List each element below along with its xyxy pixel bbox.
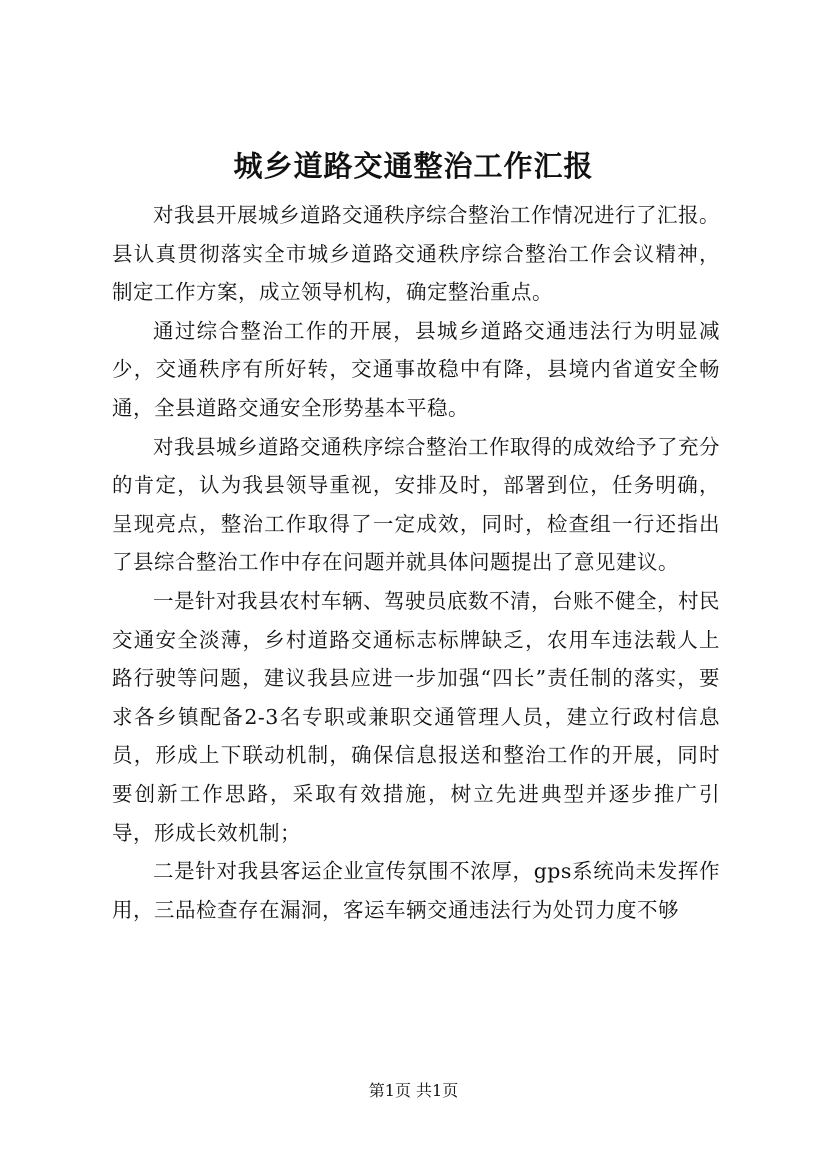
document-title: 城乡道路交通整治工作汇报 [233, 149, 594, 183]
page-footer: 第1页 共1页 [368, 1081, 459, 1100]
paragraph-4: 一是针对我县农村车辆、驾驶员底数不清，台账不健全，村民交通安全淡薄，乡村道路交通标志标牌缺乏，农用车违法载人上路行驶等问题，建议我县应进一步加强“四长”责任制的落实，要求各乡镇配备2-3名专职或兼职交通管理人员，建立行政村信息员，形成上下联动机制，确保信息报送和整治工作的开展，同时要创新工作思路，采取有效措施，树立先进典型并逐步推广引导，形成长效机制； [112, 588, 720, 845]
paragraph-1: 对我县开展城乡道路交通秩序综合整治工作情况进行了汇报。县认真贯彻落实全市城乡道路交通秩序综合整治工作会议精神，制定工作方案，成立领导机构，确定整治重点。 [112, 203, 720, 305]
paragraph-2: 通过综合整治工作的开展，县城乡道路交通违法行为明显减少，交通秩序有所好转，交通事故稳中有降，县境内省道安全畅通，全县道路交通安全形势基本平稳。 [112, 318, 720, 420]
paragraph-3: 对我县城乡道路交通秩序综合整治工作取得的成效给予了充分的肯定，认为我县领导重视，安排及时，部署到位，任务明确，呈现亮点，整治工作取得了一定成效，同时，检查组一行还指出了县综合整治工作中存在问题并就具体问题提出了意见建议。 [112, 434, 720, 575]
document-body [112, 196, 720, 929]
paragraph-5: 二是针对我县客运企业宣传氛围不浓厚，gps系统尚未发挥作用，三品检查存在漏洞，客运车辆交通违法行为处罚力度不够 [112, 859, 720, 922]
